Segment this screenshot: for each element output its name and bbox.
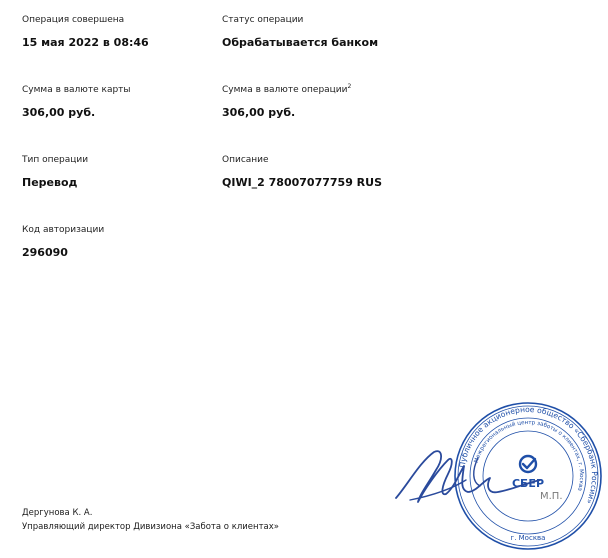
stamp-city-text: г. Москва — [510, 534, 546, 542]
card-amount-value: 306,00 руб. — [22, 106, 96, 119]
stamp-inner-text: Межрегиональный центр заботы о клиентах, г. Москва — [473, 419, 585, 492]
operation-amount-label: Сумма в валюте операции — [222, 85, 348, 95]
handwritten-signature — [390, 440, 560, 520]
auth-code-value: 296090 — [22, 246, 68, 259]
operation-amount-label-wrap — [222, 84, 351, 96]
operation-date-label: Операция совершена — [22, 15, 125, 25]
field-auth-code — [22, 224, 104, 260]
operation-amount-footnote: 2 — [347, 83, 352, 90]
operation-status-label: Статус операции — [222, 15, 304, 25]
stamp-mp-text: М.П. — [540, 491, 563, 502]
stamp-outer-text: Публичное акционерное общество «Сбербанк России» — [457, 404, 600, 506]
auth-code-label: Код авторизации — [22, 225, 105, 235]
description-value: QIWI_2 78007077759 RUS — [222, 176, 382, 189]
operation-status-value: Обрабатывается банком — [222, 36, 379, 49]
operation-type-value: Перевод — [22, 176, 78, 189]
stamp-logo-text: СБЕР — [511, 477, 545, 490]
operation-amount-value: 306,00 руб. — [222, 106, 296, 119]
field-description — [222, 154, 382, 190]
field-card-amount — [22, 84, 131, 120]
signer-name: Дергунова К. А. — [22, 508, 93, 518]
signature-graphic — [390, 440, 560, 520]
field-operation-date — [22, 14, 149, 50]
signature-stroke-main — [396, 451, 540, 502]
description-label: Описание — [222, 155, 269, 165]
signer-position: Управляющий директор Дивизиона «Забота о клиентах» — [22, 522, 279, 532]
operation-date-value: 15 мая 2022 в 08:46 — [22, 36, 149, 49]
field-operation-status — [222, 14, 378, 50]
operation-type-label: Тип операции — [22, 155, 89, 165]
signer-block — [22, 506, 279, 534]
card-amount-label: Сумма в валюте карты — [22, 85, 131, 95]
field-operation-amount — [222, 84, 351, 120]
field-operation-type — [22, 154, 88, 190]
